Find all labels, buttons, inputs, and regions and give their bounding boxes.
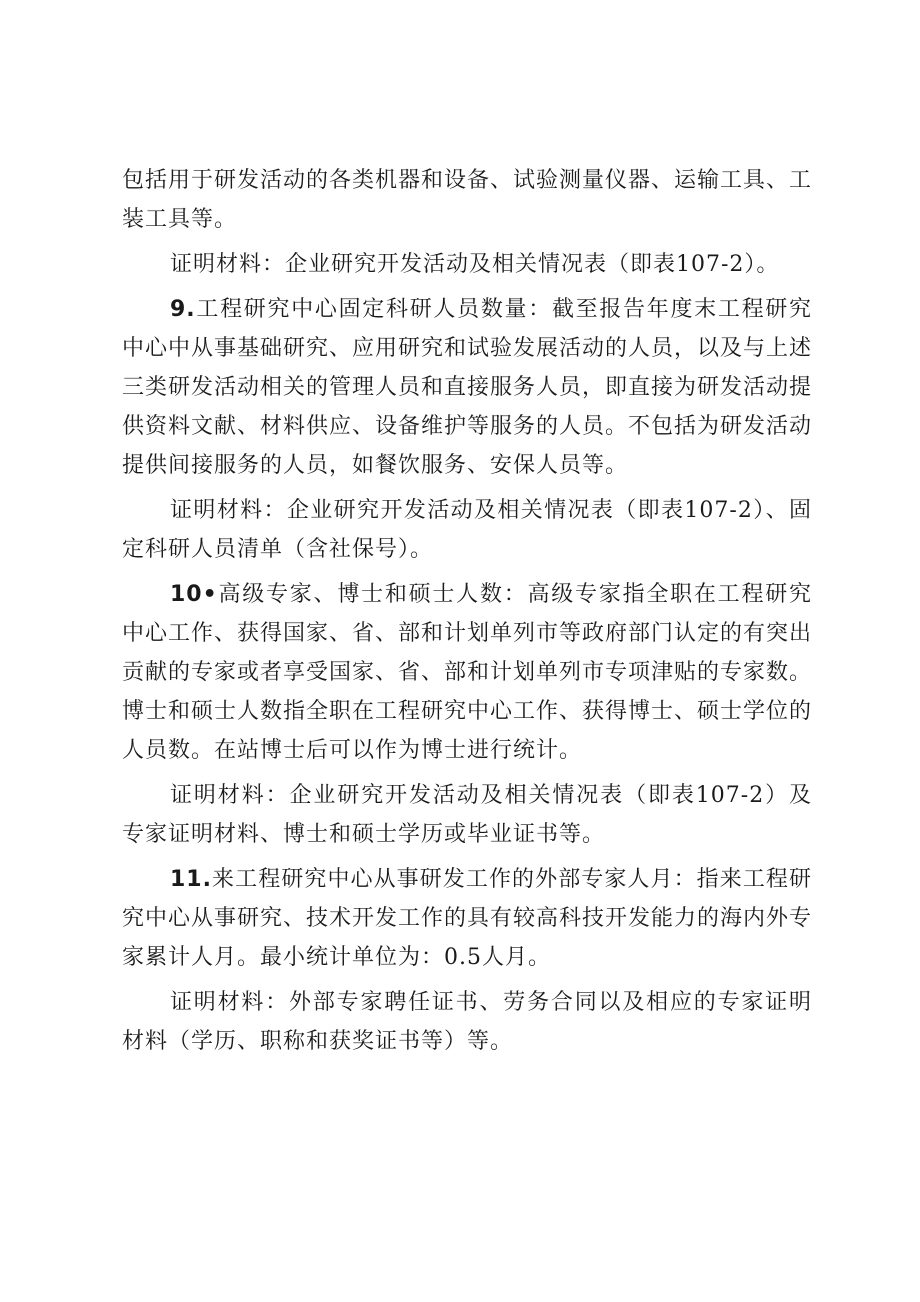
paragraph-text: 包括用于研发活动的各类机器和设备、试验测量仪器、运输工具、工装工具等。 bbox=[122, 168, 813, 232]
item-title: 来工程研究中心从事研发工作的外部专家人月： bbox=[211, 867, 697, 892]
paragraph-equipment-continuation bbox=[122, 161, 812, 239]
paragraph-text: 证明材料：企业研究开发活动及相关情况表（即表107-2）及专家证明材料、博士和硕士学历或毕业证书等。 bbox=[122, 783, 812, 847]
paragraph-evidence-4 bbox=[122, 983, 812, 1061]
paragraph-evidence-3 bbox=[122, 776, 812, 854]
paragraph-text: 证明材料：企业研究开发活动及相关情况表（即表107-2）、固定科研人员清单（含社保号）。 bbox=[122, 498, 812, 562]
item-text: 指来工程研究中心从事研究、技术开发工作的具有较高科技开发能力的海内外专家累计人月。最小统计单位为：0.5人月。 bbox=[122, 867, 813, 970]
item-9-fixed-researchers bbox=[122, 290, 812, 485]
item-number: 9. bbox=[170, 297, 196, 322]
paragraph-evidence-2 bbox=[122, 491, 812, 569]
item-number: 11. bbox=[170, 867, 212, 892]
item-10-senior-experts bbox=[122, 575, 812, 770]
item-title: 工程研究中心固定科研人员数量： bbox=[195, 297, 552, 322]
item-text: 高级专家指全职在工程研究中心工作、获得国家、省、部和计划单列市等政府部门认定的有突出贡献的专家或者享受国家、省、部和计划单列市专项津贴的专家数。博士和硕士人数指全职在工程研究中心工作、获得博士、硕士学位的人员数。在站博士后可以作为博士进行统计。 bbox=[122, 582, 813, 763]
paragraph-text: 证明材料：外部专家聘任证书、劳务合同以及相应的专家证明材料（学历、职称和获奖证书等）等。 bbox=[122, 990, 812, 1054]
item-11-external-experts bbox=[122, 860, 812, 977]
document-body bbox=[122, 161, 812, 1067]
paragraph-text: 证明材料：企业研究开发活动及相关情况表（即表107-2）。 bbox=[170, 252, 780, 277]
item-title: 高级专家、博士和硕士人数： bbox=[217, 582, 528, 607]
paragraph-evidence-1 bbox=[122, 245, 812, 284]
item-text: 截至报告年度末工程研究中心中从事基础研究、应用研究和试验发展活动的人员，以及与上述三类研发活动相关的管理人员和直接服务人员，即直接为研发活动提供资料文献、材料供应、设备维护等服务的人员。不包括为研发活动提供间接服务的人员，如餐饮服务、安保人员等。 bbox=[122, 297, 813, 478]
item-number: 10• bbox=[170, 582, 218, 607]
